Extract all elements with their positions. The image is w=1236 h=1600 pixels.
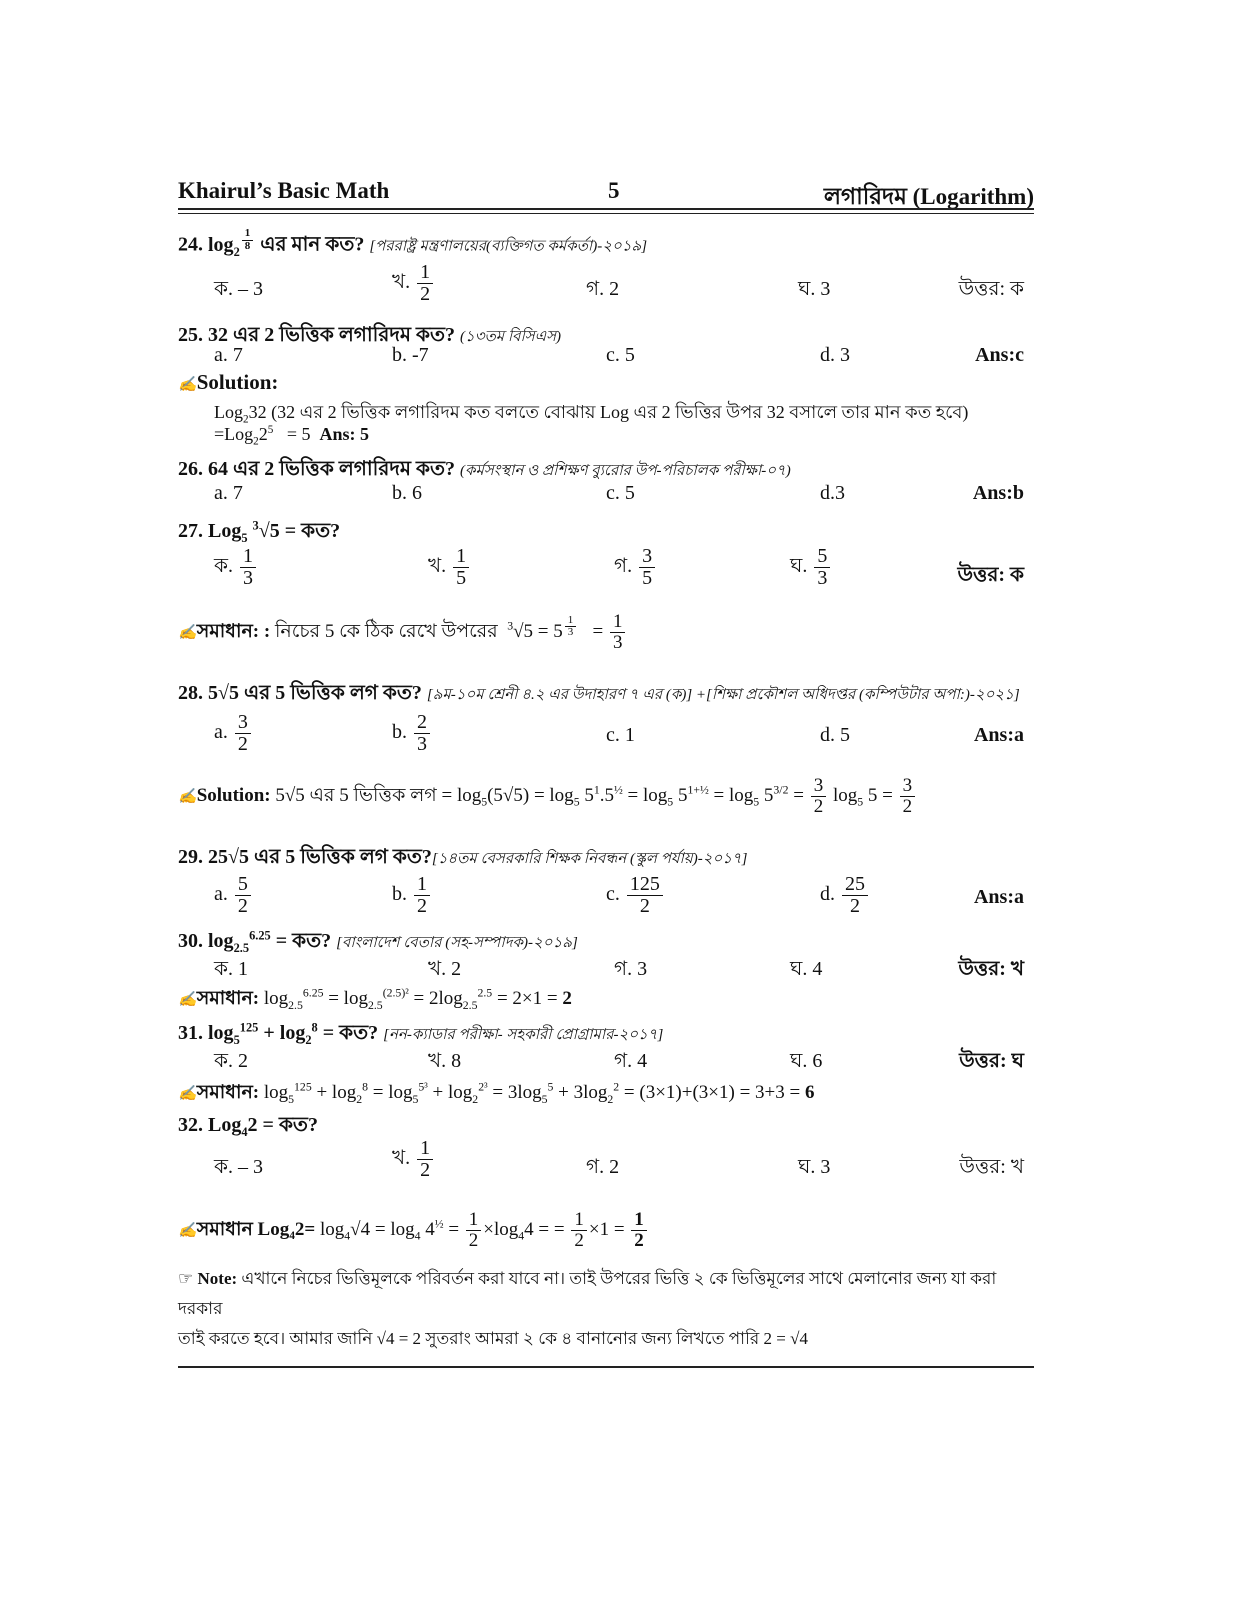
question-source: [৯ম-১০ম শ্রেনী ৪.২ এর উদাহারণ ৭ এর (ক)] +[শিক্ষা প্রকৌশল অধিদপ্তর (কম্পিউটার অপা:)-২০২১] xyxy=(426,687,1020,703)
option-a: ক. 2 xyxy=(214,1050,248,1072)
pen-icon: ✍ xyxy=(178,377,197,393)
pen-icon: ✍ xyxy=(178,992,197,1008)
note-line: ☞ Note: এখানে নিচের ভিত্তিমূলকে পরিবর্তন করা যাবে না। তাই উপরের ভিত্তি ২ কে ভিত্তিমূলের সাথে মেলানোর জন্য যা করা দরকার xyxy=(178,1269,997,1318)
option-c: গ. 3 xyxy=(614,958,648,980)
option-d: ঘ. $\frac{5}{3}$ xyxy=(790,546,832,589)
option-a: a. $\frac{5}{2}$ xyxy=(214,874,253,917)
option-d: ঘ. 6 xyxy=(790,1050,823,1072)
solution-line: Log$_2$32 (32 এর 2 ভিত্তিক লগারিদম কত বলতে বোঝায় Log এর 2 ভিত্তির উপর 32 বসালে তার মান কত হবে) xyxy=(214,402,969,426)
question-source: (কর্মসংস্থান ও প্রশিক্ষণ ব্যুরোর উপ-পরিচালক পরীক্ষা-০৭) xyxy=(460,463,791,479)
option-b: b. $\frac{1}{2}$ xyxy=(392,874,432,917)
question-text: 64 এর 2 ভিত্তিক লগারিদম কত? xyxy=(208,458,456,480)
question-text: = কত? xyxy=(262,1114,318,1136)
option-d: ঘ. 3 xyxy=(798,1156,831,1178)
document-page xyxy=(178,170,1034,1380)
pen-icon: ✍ xyxy=(178,1086,197,1102)
question-text: এর মান কত? xyxy=(260,233,365,256)
question-text: 32 এর 2 ভিত্তিক লগারিদম কত? xyxy=(208,324,456,346)
option-a: ক. 1 xyxy=(214,958,248,980)
answer: উত্তর: ক xyxy=(957,564,1024,586)
option-c: গ. 2 xyxy=(586,1156,620,1178)
option-c: গ. 2 xyxy=(586,278,620,300)
question-25: 25. 32 এর 2 ভিত্তিক লগারিদম কত? (১৩তম বিসিএস) xyxy=(178,324,561,346)
footer-divider xyxy=(178,1366,1034,1368)
book-title: Khairul’s Basic Math xyxy=(178,178,390,203)
option-b: খ. $\frac{1}{2}$ xyxy=(392,1138,435,1181)
question-source: (১৩তম বিসিএস) xyxy=(460,329,561,345)
question-27: 27. Log$_5$ $^3$√5 = কত? xyxy=(178,518,341,545)
answer: Ans:a xyxy=(973,724,1024,746)
header-divider xyxy=(178,208,1034,214)
answer: Ans:c xyxy=(975,344,1024,366)
solution: ✍সমাধান: $\log_{2.5}^{6.25} = \log_{2.5}^{(2.5)^2} = 2\log_{2.5}^{2.5} = 2\times 1 = 2$ xyxy=(178,986,572,1012)
question-30: 30. $\log_{2.5}^{6.25}$ = কত? [বাংলাদেশ বেতার (সহ-সম্পাদক)-২০১৯] xyxy=(178,928,578,955)
pen-icon: ✍ xyxy=(178,624,197,641)
answer: উত্তর: ক xyxy=(958,278,1024,300)
q24-expression: $\log_2$ $^{\frac{1}{8}}$ xyxy=(208,234,255,256)
option-c: c. 1 xyxy=(606,724,635,746)
note-block xyxy=(178,1264,1034,1354)
option-d: d. 3 xyxy=(820,344,850,366)
option-b: b. 6 xyxy=(392,482,422,504)
question-source: [১৪তম বেসরকারি শিক্ষক নিবন্ধন (স্কুল পর্যায়)-২০১৭] xyxy=(431,851,748,867)
option-b: খ. 2 xyxy=(428,958,462,980)
option-b: b. $\frac{2}{3}$ xyxy=(392,712,432,755)
question-31: 31. $\log_5^{125} + \log_2^8$ = কত? [নন-ক্যাডার পরীক্ষা- সহকারী প্রোগ্রামার-২০১৭] xyxy=(178,1020,664,1047)
question-28: 28. 5√5 এর 5 ভিত্তিক লগ কত? [৯ম-১০ম শ্রেনী ৪.২ এর উদাহারণ ৭ এর (ক)] +[শিক্ষা প্রকৌশল অধিদপ্তর (কম্পিউটার অপা:)-২০২১] xyxy=(178,682,1020,704)
solution: ✍সমাধান $Log_42= \log_4√4 = \log_4 4^{\frac{1}{2}}$ = $\frac{1}{2}$ $\times\log_44$ = = $\frac{1}{2}$ ×1 = $\frac{1}{2}$ xyxy=(178,1210,649,1251)
pen-icon: ✍ xyxy=(178,1222,197,1239)
option-a: ক. – 3 xyxy=(214,278,263,300)
question-number: 24. xyxy=(178,233,203,256)
option-a: ক. – 3 xyxy=(214,1156,263,1178)
option-d: d. 5 xyxy=(820,724,850,746)
question-source: [নন-ক্যাডার পরীক্ষা- সহকারী প্রোগ্রামার-২০১৭] xyxy=(383,1027,664,1043)
note-line: তাই করতে হবে। আমার জানি √4 = 2 সুতরাং আমরা ২ কে ৪ বানানোর জন্য লিখতে পারি 2 = √4 xyxy=(178,1329,808,1348)
option-b: b. -7 xyxy=(392,344,429,366)
solution-line: $=Log_22^5 = 5$ Ans: 5 xyxy=(214,424,369,448)
answer: উত্তর: ঘ xyxy=(959,1050,1024,1072)
solution: ✍সমাধান: $\log_5^{125} + \log_2^8 = \log_5^{5^3} + \log_2^{2^3} = 3\log_5^5 + 3\log_2^2 = (3\times 1)+(3\times 1) = 3+3 = 6$ xyxy=(178,1080,815,1106)
answer: Ans:b xyxy=(972,482,1024,504)
chapter-title: লগারিদম (Logarithm) xyxy=(823,184,1034,209)
solution: ✍সমাধান: : নিচের 5 কে ঠিক রেখে উপরের $^3$√5 = 5 $^{\frac{1}{3}}$ = $\frac{1}{3}$ xyxy=(178,612,627,653)
pen-icon: ✍ xyxy=(178,788,197,805)
option-b: খ. $\frac{1}{5}$ xyxy=(428,546,471,589)
question-32: 32. Log$_4$2 = কত? xyxy=(178,1114,318,1139)
solution-heading: ✍Solution: xyxy=(178,370,279,394)
hand-pointer-icon: ☞ xyxy=(178,1269,194,1288)
option-c: গ. $\frac{3}{5}$ xyxy=(614,546,657,589)
question-text: এর 5 ভিত্তিক লগ কত? xyxy=(243,682,422,704)
option-c: গ. 4 xyxy=(614,1050,648,1072)
question-source: [বাংলাদেশ বেতার (সহ-সম্পাদক)-২০১৯] xyxy=(336,935,578,951)
option-b: খ. 8 xyxy=(428,1050,462,1072)
option-a: ক. $\frac{1}{3}$ xyxy=(214,546,258,589)
question-24 xyxy=(178,228,647,263)
option-d: ঘ. 4 xyxy=(790,958,823,980)
answer: Ans:a xyxy=(973,886,1024,908)
option-b: খ. $\frac{1}{2}$ xyxy=(392,262,435,305)
page-header xyxy=(178,178,1034,212)
question-26: 26. 64 এর 2 ভিত্তিক লগারিদম কত? (কর্মসংস্থান ও প্রশিক্ষণ ব্যুরোর উপ-পরিচালক পরীক্ষা-০৭) xyxy=(178,458,791,480)
question-text: = কত? xyxy=(322,1022,379,1044)
answer: উত্তর: খ xyxy=(959,1156,1024,1178)
option-d: ঘ. 3 xyxy=(798,278,831,300)
option-d: d.3 xyxy=(820,482,845,504)
question-source: [পররাষ্ট্র মন্ত্রণালয়ের(ব্যক্তিগত কর্মকর্তা)-২০১৯] xyxy=(369,238,648,255)
answer: উত্তর: খ xyxy=(958,958,1024,980)
question-text: = কত? xyxy=(284,520,341,542)
question-29: 29. 25√5 এর 5 ভিত্তিক লগ কত?[১৪তম বেসরকারি শিক্ষক নিবন্ধন (স্কুল পর্যায়)-২০১৭] xyxy=(178,846,748,868)
option-a: a. $\frac{3}{2}$ xyxy=(214,712,253,755)
question-text: এর 5 ভিত্তিক লগ কত? xyxy=(253,846,432,868)
option-d: d. $\frac{25}{2}$ xyxy=(820,874,870,917)
option-c: c. 5 xyxy=(606,344,635,366)
option-a: a. 7 xyxy=(214,344,243,366)
solution: ✍Solution: 5√5 এর 5 ভিত্তিক লগ = $\log_5(5√5) = \log_5 5^1.5^{\frac{1}{2}} = \log_5 5^{1+\frac{1}{2}} = \log_5 5^{3/2}$ = $\frac{3}{2}$ $\log_5 5$ = $\frac{3}{2}$ xyxy=(178,776,917,817)
option-c: c. 5 xyxy=(606,482,635,504)
option-c: c. $\frac{125}{2}$ xyxy=(606,874,665,917)
option-a: a. 7 xyxy=(214,482,243,504)
question-text: = কত? xyxy=(275,930,332,952)
page-number: 5 xyxy=(608,178,620,203)
